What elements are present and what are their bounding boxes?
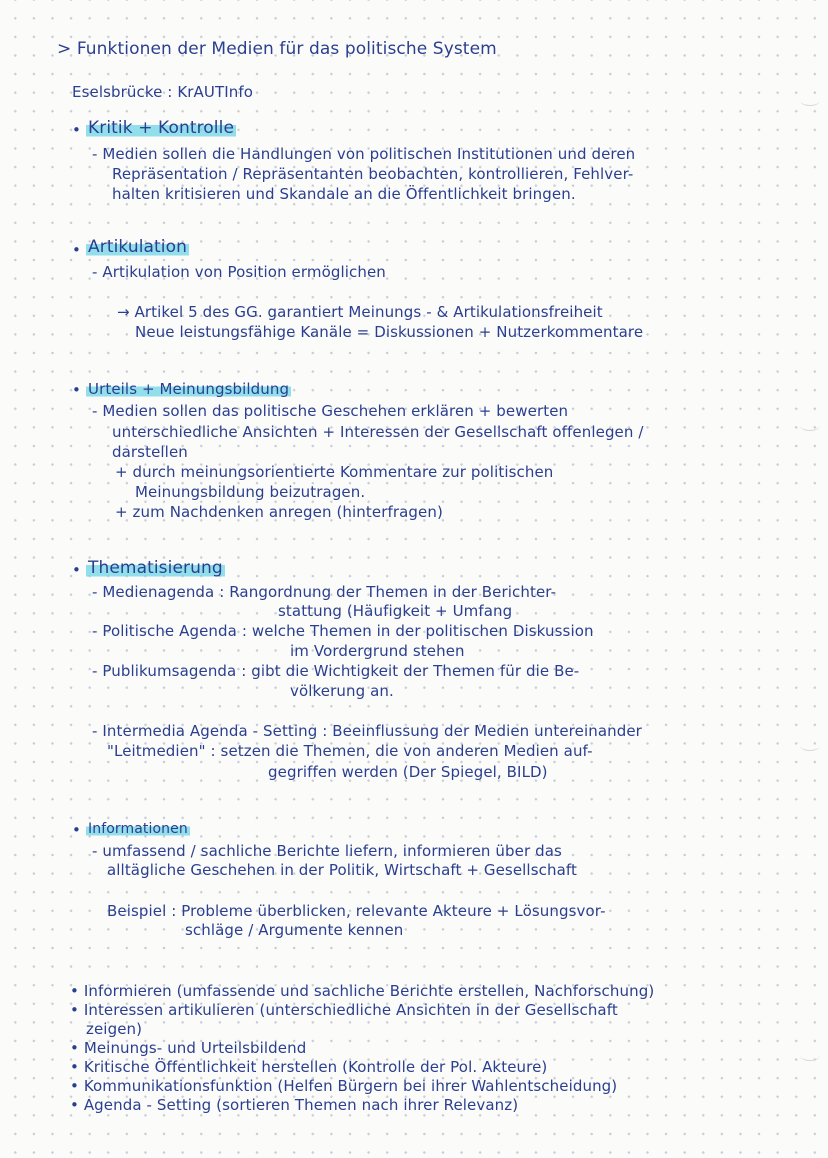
section-line: "Leitmedien" : setzen die Themen, die von anderen Medien auf- [107,742,593,760]
punch-hole-mark [800,1050,820,1061]
section-heading-thematisierung: Thematisierung [88,558,223,578]
section-line: im Vordergrund stehen [290,642,465,660]
summary-item: • Agenda - Setting (sortieren Themen nach ihrer Relevanz) [70,1096,519,1114]
section-line: - Medien sollen das politische Geschehen erklären + bewerten [92,402,569,420]
section-line: darstellen [112,443,188,461]
punch-hole-mark [800,95,820,106]
summary-item: • Kritische Öffentlichkeit herstellen (Kontrolle der Pol. Akteure) [70,1058,548,1076]
page-title: > Funktionen der Medien für das politische System [57,39,497,59]
section-line: - Medienagenda : Rangordnung der Themen in der Berichter- [92,583,557,601]
section-line: Beispiel : Probleme überblicken, relevante Akteure + Lösungsvor- [107,902,606,920]
section-heading-informationen: Informationen [88,821,188,837]
bullet-icon: • [72,821,81,839]
bullet-icon: • [72,241,81,259]
section-heading-kritik: Kritik + Kontrolle [88,118,235,138]
summary-item: • Interessen artikulieren (unterschiedliche Ansichten in der Gesellschaft [70,1001,618,1019]
summary-item: • Informieren (umfassende und sachliche Berichte erstellen, Nachforschung) [70,982,655,1000]
section-line: unterschiedliche Ansichten + Interessen der Gesellschaft offenlegen / [112,423,644,441]
summary-item: • Meinungs- und Urteilsbildend [70,1039,307,1057]
section-line: Repräsentation / Repräsentanten beobachten, kontrollieren, Fehlver- [112,165,634,183]
section-line: + durch meinungsorientierte Kommentare zur politischen [115,463,554,481]
section-line: - Medien sollen die Handlungen von politischen Institutionen und deren [92,145,636,163]
section-line: stattung (Häufigkeit + Umfang [278,602,513,620]
bullet-icon: • [72,561,81,579]
section-heading-artikulation: Artikulation [88,237,188,257]
section-line: - Intermedia Agenda - Setting : Beeinflussung der Medien untereinander [92,722,642,740]
section-line: schläge / Argumente kennen [185,921,404,939]
punch-hole-mark [800,420,820,431]
mnemonic: Eselsbrücke : KrAUTInfo [72,83,254,101]
section-line: + zum Nachdenken anregen (hinterfragen) [115,503,443,521]
summary-item: • Kommunikationsfunktion (Helfen Bürgern bei ihrer Wahlentscheidung) [70,1077,618,1095]
section-line: - Artikulation von Position ermöglichen [92,263,386,281]
section-line: Meinungsbildung beizutragen. [135,483,366,501]
summary-item: zeigen) [86,1020,143,1038]
bullet-icon: • [72,381,81,399]
punch-hole-mark [800,740,820,751]
section-heading-urteils: Urteils + Meinungsbildung [88,380,290,398]
section-line: gegriffen werden (Der Spiegel, BILD) [268,763,548,781]
section-line: alltägliche Geschehen in der Politik, Wirtschaft + Gesellschaft [107,861,577,879]
section-line: - umfassend / sachliche Berichte liefern, informieren über das [92,842,562,860]
section-line: - Publikumsagenda : gibt die Wichtigkeit der Themen für die Be- [92,662,580,680]
section-line: halten kritisieren und Skandale an die Öffentlichkeit bringen. [112,185,576,203]
section-line: → Artikel 5 des GG. garantiert Meinungs - & Artikulationsfreiheit [117,303,603,321]
bullet-icon: • [72,121,81,139]
section-line: völkerung an. [290,682,394,700]
section-line: Neue leistungsfähige Kanäle = Diskussionen + Nutzerkommentare [135,323,644,341]
section-line: - Politische Agenda : welche Themen in der politischen Diskussion [92,622,594,640]
